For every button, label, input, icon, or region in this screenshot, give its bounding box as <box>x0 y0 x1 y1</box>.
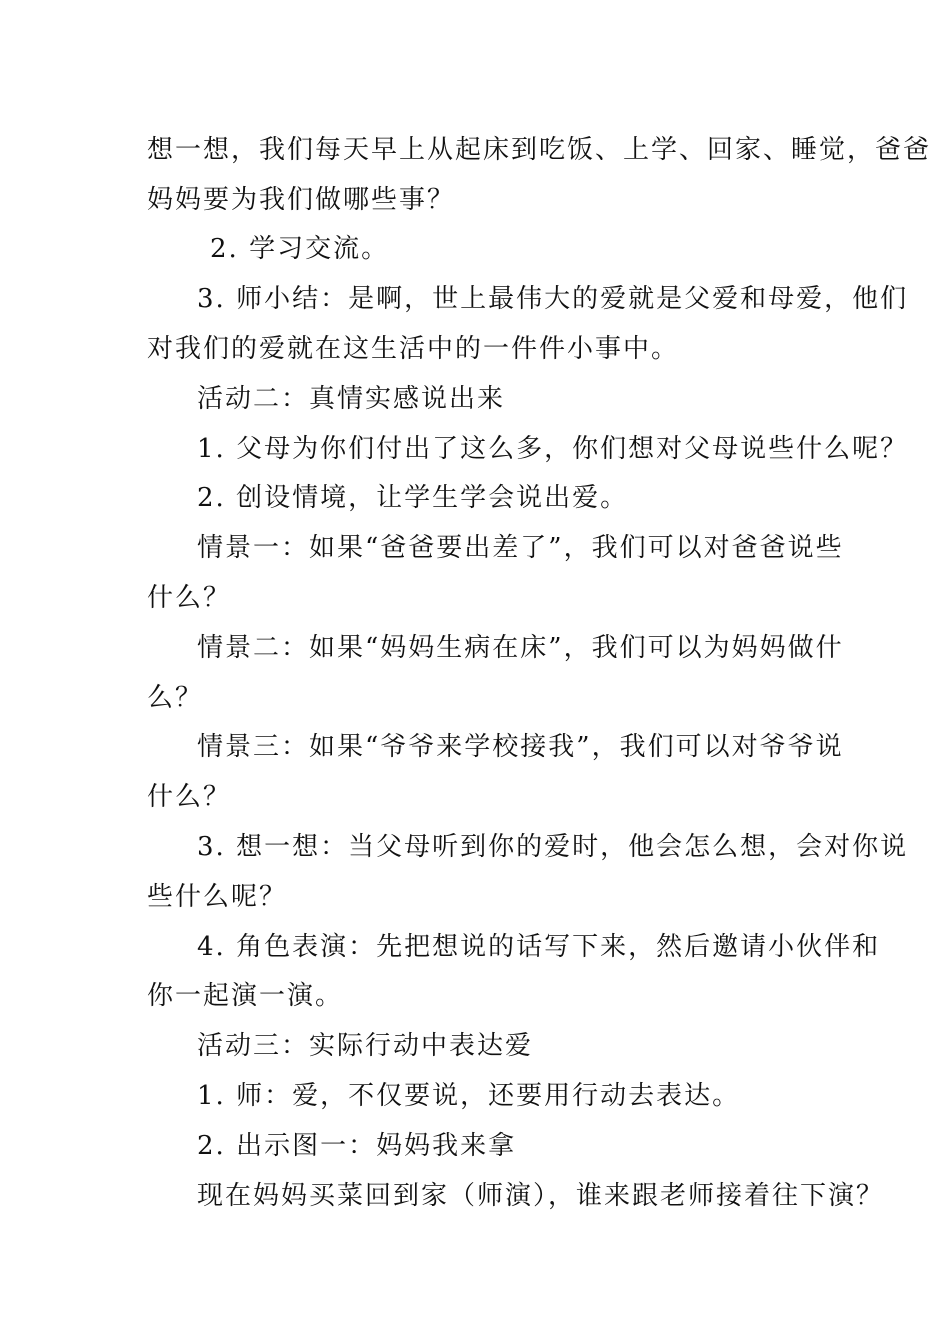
text-line: 4. 角色表演：先把想说的话写下来，然后邀请小伙伴和 <box>197 932 881 962</box>
text-line: 些什么呢？ <box>147 882 288 912</box>
text-line: 现在妈妈买菜回到家（师演），谁来跟老师接着往下演？ <box>197 1181 885 1211</box>
text-line: 想一想，我们每天早上从起床到吃饭、上学、回家、睡觉，爸爸 <box>147 135 932 165</box>
text-line: 情景三：如果“爷爷来学校接我”，我们可以对爷爷说 <box>197 732 844 762</box>
section-heading: 活动三：实际行动中表达爱 <box>197 1031 534 1061</box>
text-line: 2. 学习交流。 <box>210 234 390 264</box>
text-line: 2. 创设情境，让学生学会说出爱。 <box>197 483 629 513</box>
text-line: 情景二：如果“妈妈生病在床”，我们可以为妈妈做什 <box>197 633 844 663</box>
text-line: 对我们的爱就在这生活中的一件件小事中。 <box>147 334 680 364</box>
text-line: 3. 师小结：是啊，世上最伟大的爱就是父爱和母爱，他们 <box>197 284 909 314</box>
section-heading: 活动二：真情实感说出来 <box>197 384 506 414</box>
text-line: 3. 想一想：当父母听到你的爱时，他会怎么想，会对你说 <box>197 832 909 862</box>
text-line: 么？ <box>147 683 204 713</box>
text-line: 你一起演一演。 <box>147 981 344 1011</box>
text-line: 1. 父母为你们付出了这么多，你们想对父母说些什么呢？ <box>197 434 909 464</box>
text-line: 妈妈要为我们做哪些事？ <box>147 185 456 215</box>
text-line: 情景一：如果“爸爸要出差了”，我们可以对爸爸说些 <box>197 533 844 563</box>
text-line: 什么？ <box>147 782 232 812</box>
text-line: 2. 出示图一：妈妈我来拿 <box>197 1131 517 1161</box>
text-line: 什么？ <box>147 583 232 613</box>
text-line: 1. 师：爱，不仅要说，还要用行动去表达。 <box>197 1081 741 1111</box>
